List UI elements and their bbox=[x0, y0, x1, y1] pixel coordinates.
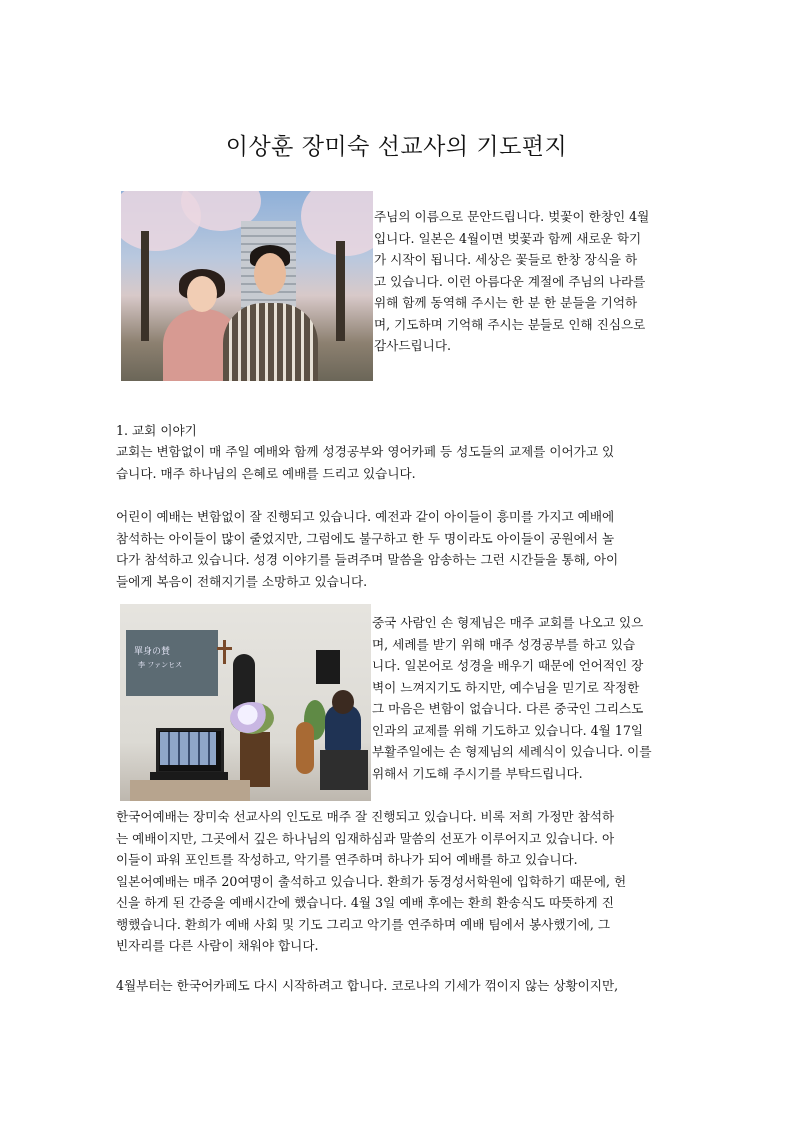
church-paragraph-1: 교회는 변함없이 매 주일 예배와 함께 성경공부와 영어카페 등 성도들의 교제를 이어가고 있 습니다. 매주 하나님의 은혜로 예배를 드리고 있습니다. bbox=[116, 444, 615, 481]
korean-japanese-worship-paragraph: 한국어예배는 장미숙 선교사의 인도로 매주 잘 진행되고 있습니다. 비록 저희 가정만 참석하 는 예배이지만, 그곳에서 깊은 하나님의 임재하심과 말씀의 선포가 이루어지고 있습니다. 아 이들이 파워 포인트를 작성하고, 악기를 연주하며 하나가 되어 예배를 하고 있습니다. 일본어예배는 매주 20여명이 출석하고 있습니다. 환희가 동경성서학원에 입학하기 때문에, 헌 신을 하게 된 간증을 예배시간에 했습니다. 4월 3일 예배 후에는 환희 환송식도 따뜻하게 진 행했습니다. 환희가 예배 사회 및 기도 그리고 악기를 연주하며 예배 팀에서 봉사했기에, 그 빈자리를 다른 사람이 채워야 합니다. bbox=[116, 809, 627, 953]
intro-paragraph: 주님의 이름으로 문안드립니다. 벚꽃이 한창인 4월 입니다. 일본은 4월이면 벚꽃과 함께 새로운 학기 가 시작이 됩니다. 세상은 꽃들로 한창 장식을 하 고 있습니다. 이런 아름다운 계절에 주님의 나라를 위해 함께 동역해 주시는 한 분 한 분들을 기억하 며, 기도하며 기억해 주시는 분들로 인해 진심으로 감사드립니다. bbox=[374, 209, 650, 353]
children-worship-paragraph: 어린이 예배는 변함없이 잘 진행되고 있습니다. 예전과 같이 아이들이 흥미를 가지고 예배에 참석하는 아이들이 많이 줄었지만, 그럼에도 불구하고 한 두 명이라도 아이들이 공원에서 놀 다가 참석하고 있습니다. 성경 이야기를 들려주며 말씀을 암송하는 그런 시간들을 통해, 아이 들에게 복음이 전해지기를 소망하고 있습니다. bbox=[116, 509, 619, 589]
banner-subtext: 李 ファンヒス bbox=[138, 661, 183, 669]
banner-text: 單身の賛 bbox=[134, 647, 171, 657]
korean-cafe-paragraph: 4월부터는 한국어카페도 다시 시작하려고 합니다. 코로나의 기세가 꺾이지 않는 상황이지만, bbox=[116, 978, 619, 993]
section-heading: 1. 교회 이야기 bbox=[116, 423, 197, 438]
brother-son-paragraph: 중국 사람인 손 형제님은 매주 교회를 나오고 있으 며, 세례를 받기 위해 매주 성경공부를 하고 있습 니다. 일본어로 성경을 배우기 때문에 언어적인 장 벽이 느껴지기도 하지만, 예수님을 믿기로 작정한 그 마음은 변함이 없습니다. 다른 중국인 그리스도 인과의 교제를 위해 기도하고 있습니다. 4월 17일 부활주일에는 손 형제님의 세례식이 있습니다. 이를 위해서 기도해 주시기를 부탁드립니다. bbox=[372, 615, 652, 781]
church-worship-photo bbox=[120, 604, 371, 801]
couple-photo bbox=[121, 191, 373, 381]
page-title: 이상훈 장미숙 선교사의 기도편지 bbox=[225, 134, 568, 160]
